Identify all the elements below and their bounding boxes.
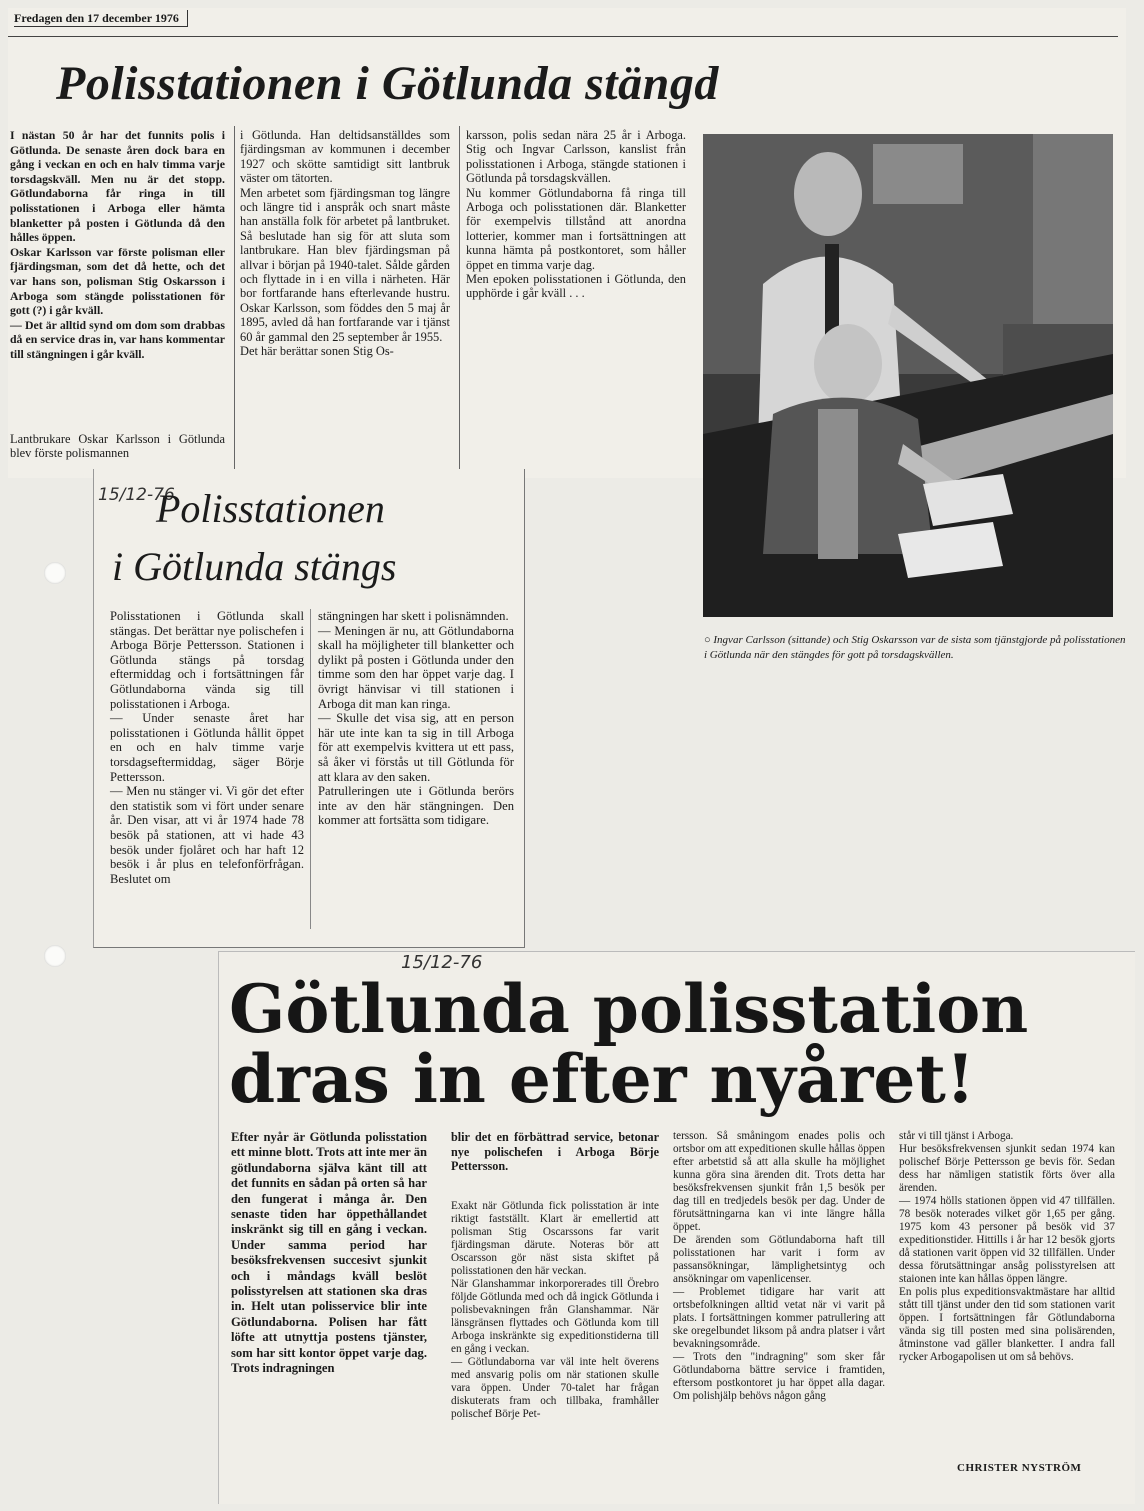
article1-column2: i Götlunda. Han deltidsanställdes som fjärdingsman av kommunen i december 1927 och skötte samtidigt sitt lantbruk väster om tätorten. Men arbetet som fjärdingsman tog längre och längre tid i anspråk och snart måste han anställa folk för arbetet på lantbruket. Så beslutade han sig för att sluta som lantbrukare. Han blev fjärdingsman på allvar i början på 1940-talet. Sålde gården och flyttade in i en villa i närheten. Här bor fortfarande hans efterlevande hustru. Oskar Karlsson, som föddes den 5 maj år 1895, avled då han fortfarande var i tjänst 60 år gammal den 25 september år 1955. Det här berättar sonen Stig Os- [240,128,450,359]
article2-column2: stängningen har skett i polisnämnden. — Meningen är nu, att Götlundaborna skall ha möjligheter till blanketter och dylikt på posten i Götlunda under den timme som den har öppet varje dag. I övrigt hänvisar vi till stationen i Arboga dit man kan ringa. — Skulle det visa sig, att en person här ute inte kan ta sig in till Arboga för att exempelvis kvittera ut ett pass, så åker vi förstås ut till Götlunda för att klara av den saken. Patrulleringen ute i Götlunda berörs inte av den här stängningen. Den kommer att fortsätta som tidigare. [318,609,514,828]
handwritten-date: 15/12-76 [98,485,175,505]
column-divider [459,126,460,470]
photo-scene [703,134,1113,617]
article3-column1-lead: Efter nyår är Götlunda polisstation ett minne blott. Trots att inte mer än götlundaborna själva känt till att det funnits en sådan på orten så har den fungerat i många år. Den senaste tiden har öppethållandet inskränkt sig till en gång i veckan. Under samma period har besöksfrekvensen succesivt sjunkit och i måndags kväll beslöt polisstyrelsen att stationen ska dras in. Helt utan polisservice blir inte Götlundaborna. Polisen har fått löfte att utnyttja postens tjänster, som har sitt kontor öppet varje dag. Trots indragningen [231,1130,427,1376]
article1-column1-continued: Lantbrukare Oskar Karlsson i Götlunda blev förste polismannen [10,432,225,461]
article3-column2: Exakt när Götlunda fick polisstation är inte riktigt fastställt. Klart är emellertid att polisman Stig Oscarssons far varit fjärdingsman därute. Noteras bör att Oscarsson gör näst sista skiftet på polisstationen den här veckan. När Glanshammar inkorporerades till Örebro följde Götlunda med och då ingick Götlunda i polisbevakningen från Glanshammar. När länsgränsen flyttades och Götlunda kom till Arboga inskränkte sig expeditionstiderna till en gång i veckan. — Götlundaborna var väl inte helt överens med ansvarig polis om när stationen skulle vara öppen. Under 70-talet har frågan diskuterats fram och tillbaka, framhåller polischef Börje Pet- [451,1200,659,1420]
byline: CHRISTER NYSTRÖM [957,1462,1082,1474]
photo-caption: ○ Ingvar Carlsson (sittande) och Stig Oskarsson var de sista som tjänstgjorde på polisstationen i Götlunda när den stängdes för gott på torsdagskvällen. [704,634,1126,661]
article3-column2-lead: blir det en förbättrad service, betonar nye polischefen i Arboga Börje Pettersson. [451,1130,659,1174]
headline-rule [8,36,1118,37]
article3-headline-line1: Götlunda polisstation [229,970,1029,1048]
article3-column4: står vi till tjänst i Arboga. Hur besöksfrekvensen sjunkit sedan 1974 kan polischef Börje Pettersson ge bevis för. Sedan dess har nämligen statistik förts över alla ärenden. — 1974 hölls stationen öppen vid 47 tillfällen. 78 besök noterades vilket gör 1,65 per gång. 1975 kom 43 personer på besök vid 37 expeditionstider. Hittills i år har 12 besök gjorts då stationen varit öppen vid 32 tillfällen. Under dessa förutsättningar ansåg polisstyrelsen att staionen inte kan hållas öppen längre. En polis plus expeditionsvaktmästare har alltid stått till tjänst under den tid som stationen varit öppen. I fortsättningen får Götlundaborna vända sig till posten med sina polisärenden, åtminstone vad gäller blanketter. I andra fall rycker Arbogapolisen ut om så behövs. [899,1130,1115,1363]
binder-hole-bottom [44,945,66,967]
clipping-polisstationen-stangs [93,469,525,948]
article2-column1: Polisstationen i Götlunda skall stängas. Det berättar nye polischefen i Arboga Börje Pettersson. Stationen i Götlunda stängs på torsdag eftermiddag och i fortsättningen får Götlundaborna vända sig till polisstationen i Arboga. — Under senaste året har polisstationen i Götlunda hållit öppet en och en halv timme varje torsdagseftermiddag, säger Börje Pettersson. — Men nu stänger vi. Vi gör det efter den statistik som vi fört under senare år. Den visar, att vi år 1974 hade 78 besök på stationen, att vi hade 43 besök under fjolåret och har haft 12 besök i år plus en telefonförfrågan. Beslutet om [110,609,304,886]
photo-two-policemen [703,134,1113,617]
article1-column1-lead: I nästan 50 år har det funnits polis i Götlunda. De senaste åren dock bara en gång i veckan en och en halv timma varje torsdagskväll. Men nu är det stopp. Götlundaborna får ringa in till polisstationen i Arboga eller hämta blanketter på posten i Götlunda då den hålles öppen. Oskar Karlsson var förste polisman eller fjärdingsman, som det då hette, och det var hans son, polisman Stig Oskarsson i Arboga som stängde polisstationen för gott (?) i går kväll. — Det är alltid synd om dom som drabbas då en service dras in, var hans kommentar till stängningen i går kväll. [10,128,225,361]
date-line: Fredagen den 17 december 1976 [14,10,188,27]
binder-hole-middle [44,562,66,584]
handwritten-date: 15/12-76 [401,952,483,973]
article3-headline-line2: dras in efter nyåret! [229,1040,975,1118]
article2-headline-line2: i Götlunda stängs [112,544,397,589]
clipping-dras-in-efter-nyaret [218,951,1135,1504]
article1-headline: Polisstationen i Götlunda stängd [56,57,719,110]
article3-column3: tersson. Så småningom enades polis och ortsbor om att expeditionen skulle hållas öppen efter arbetstid så att alla skulle ha möjlighet kunna göra sina ärenden dit. Trots detta har besöksfrekvensen sjunkit från 1,5 besök per dag till en tredjedels besök per dag. Under de förutsättningarna kan vi inte längre hålla öppet. De ärenden som Götlundaborna haft till polisstationen har varit i form av passansökningar, lämplighetsintyg och ansökningar om vapenlicenser. — Problemet tidigare har varit att ortsbefolkningen alltid vetat när vi varit på plats. I fortsättningen kommer patrullering att ske oregelbundet liksom på andra platser i vårt bevakningsområde. — Trots den "indragning" som sker får Götlundaborna bättre service i framtiden, eftersom postkontoret ju har öppet alla dagar. Om polishjälp behövs någon gång [673,1130,885,1402]
article2-headline-line1: Polisstationen [156,486,385,531]
article1-column3: karsson, polis sedan nära 25 år i Arboga. Stig och Ingvar Carlsson, kanslist från polisstationen i Arboga, stängde stationen i Götlunda på torsdagskvällen. Nu kommer Götlundaborna få ringa till Arboga och polisstationen där. Blanketter för exempelvis tillstånd att anordna lotterier, kommer man i fortsättningen att kunna hämta på postkontoret, som håller öppet en timma varje dag. Men epoken polisstationen i Götlunda, den upphörde i går kväll . . . [466,128,686,301]
column-divider [234,126,235,470]
column-divider [310,609,311,929]
